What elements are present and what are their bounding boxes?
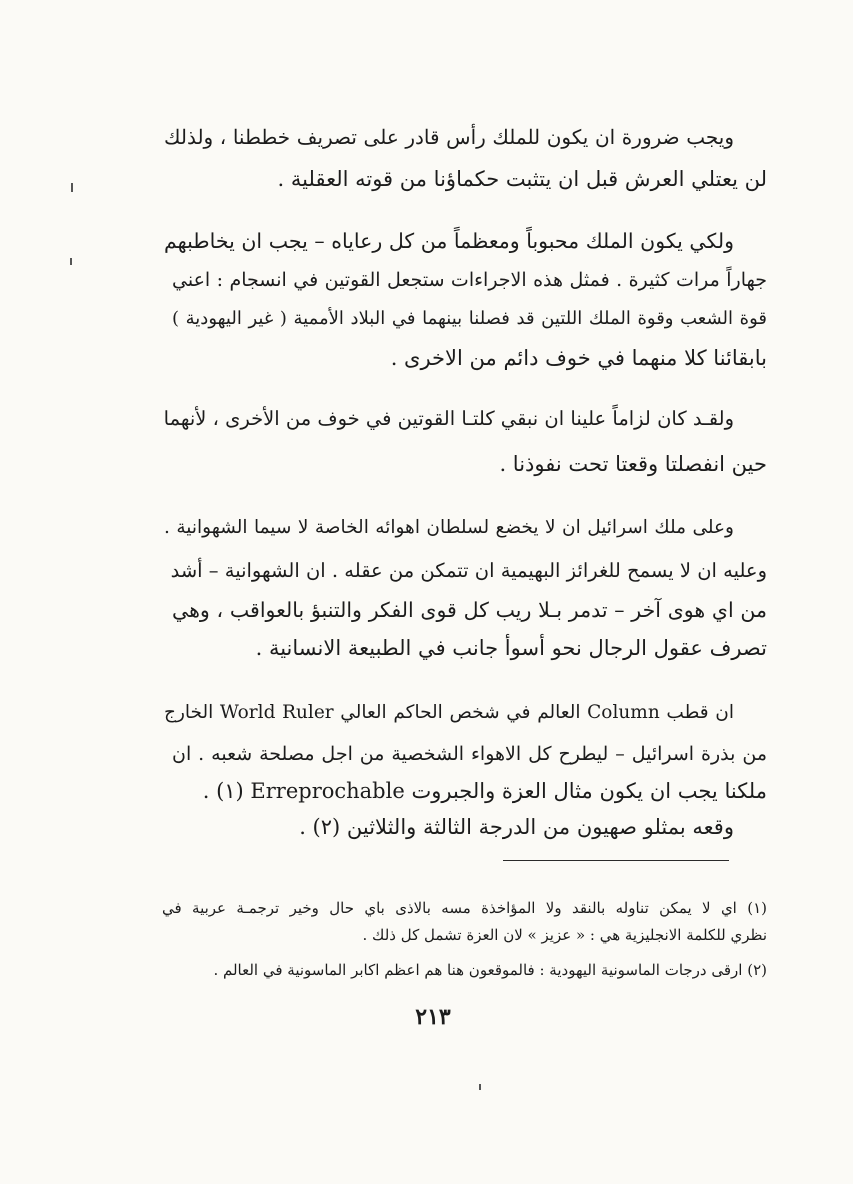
paragraph-4-line-2: وعليه ان لا يسمح للغرائز البهيمية ان تتمكن من عقله . ان الشهوانية – أشد [170,559,767,582]
scan-speck [70,258,72,265]
paragraph-2-line-2: جهاراً مرات كثيرة . فمثل هذه الاجراءات ستجعل القوتين في انسجام : اعني [172,269,767,291]
paragraph-2-line-4: بابقائنا كلا منهما في خوف دائم من الاخرى . [390,346,767,370]
footnote-1-line-2: نظري للكلمة الانجليزية هي : « عزيز » لان العزة تشمل كل ذلك . [362,926,767,944]
paragraph-4-line-4: تصرف عقول الرجال نحو أسوأ جانب في الطبيعة الانسانية . [255,636,767,660]
paragraph-5-line-1: ان قطب Column العالم في شخص الحاكم العالي World Ruler الخارج [164,702,734,723]
paragraph-5-line-2: من بذرة اسرائيل – ليطرح كل الاهواء الشخصية من اجل مصلحة شعبه . ان [172,743,767,765]
paragraph-2-line-1: ولكي يكون الملك محبوباً ومعظماً من كل رعاياه – يجب ان يخاطبهم [164,229,734,253]
paragraph-1-line-1: ويجب ضرورة ان يكون للملك رأس قادر على تصريف خططنا ، ولذلك [164,125,734,149]
page-number: ٢١٣ [415,1004,451,1030]
paragraph-1-line-2: لن يعتلي العرش قبل ان يتثبت حكماؤنا من قوته العقلية . [277,167,767,191]
scan-speck [479,1084,481,1090]
paragraph-4-line-3: من اي هوى آخر – تدمر بـلا ريب كل قوى الفكر والتنبؤ بالعواقب ، وهي [172,598,767,622]
paragraph-5-line-3: ملكنا يجب ان يكون مثال العزة والجبروت Erreprochable (١) . [202,779,767,803]
signature-line: وقعه بمثلو صهيون من الدرجة الثالثة والثلاثين (٢) . [299,815,734,839]
paragraph-2-line-3: قوة الشعب وقوة الملك اللتين قد فصلنا بينهما في البلاد الأممية ( غير اليهودية ) [172,308,767,329]
footnote-2: (٢) ارقى درجات الماسونية اليهودية : فالموقعون هنا هم اعظم اكابر الماسونية في العالم . [213,961,767,979]
footnote-divider [503,860,729,861]
scan-speck [71,183,73,192]
paragraph-3-line-2: حين انفصلتا وقعتا تحت نفوذنا . [499,452,767,476]
paragraph-3-line-1: ولقـد كان لزاماً علينا ان نبقي كلتـا القوتين في خوف من الأخرى ، لأنهما [163,407,734,430]
paragraph-4-line-1: وعلى ملك اسرائيل ان لا يخضع لسلطان اهوائه الخاصة لا سيما الشهوانية . [164,517,734,538]
footnote-1-line-1: (١) اي لا يمكن تناوله بالنقد ولا المؤاخذة مسه بالاذى باي حال وخير ترجمـة عربية في [162,899,767,917]
